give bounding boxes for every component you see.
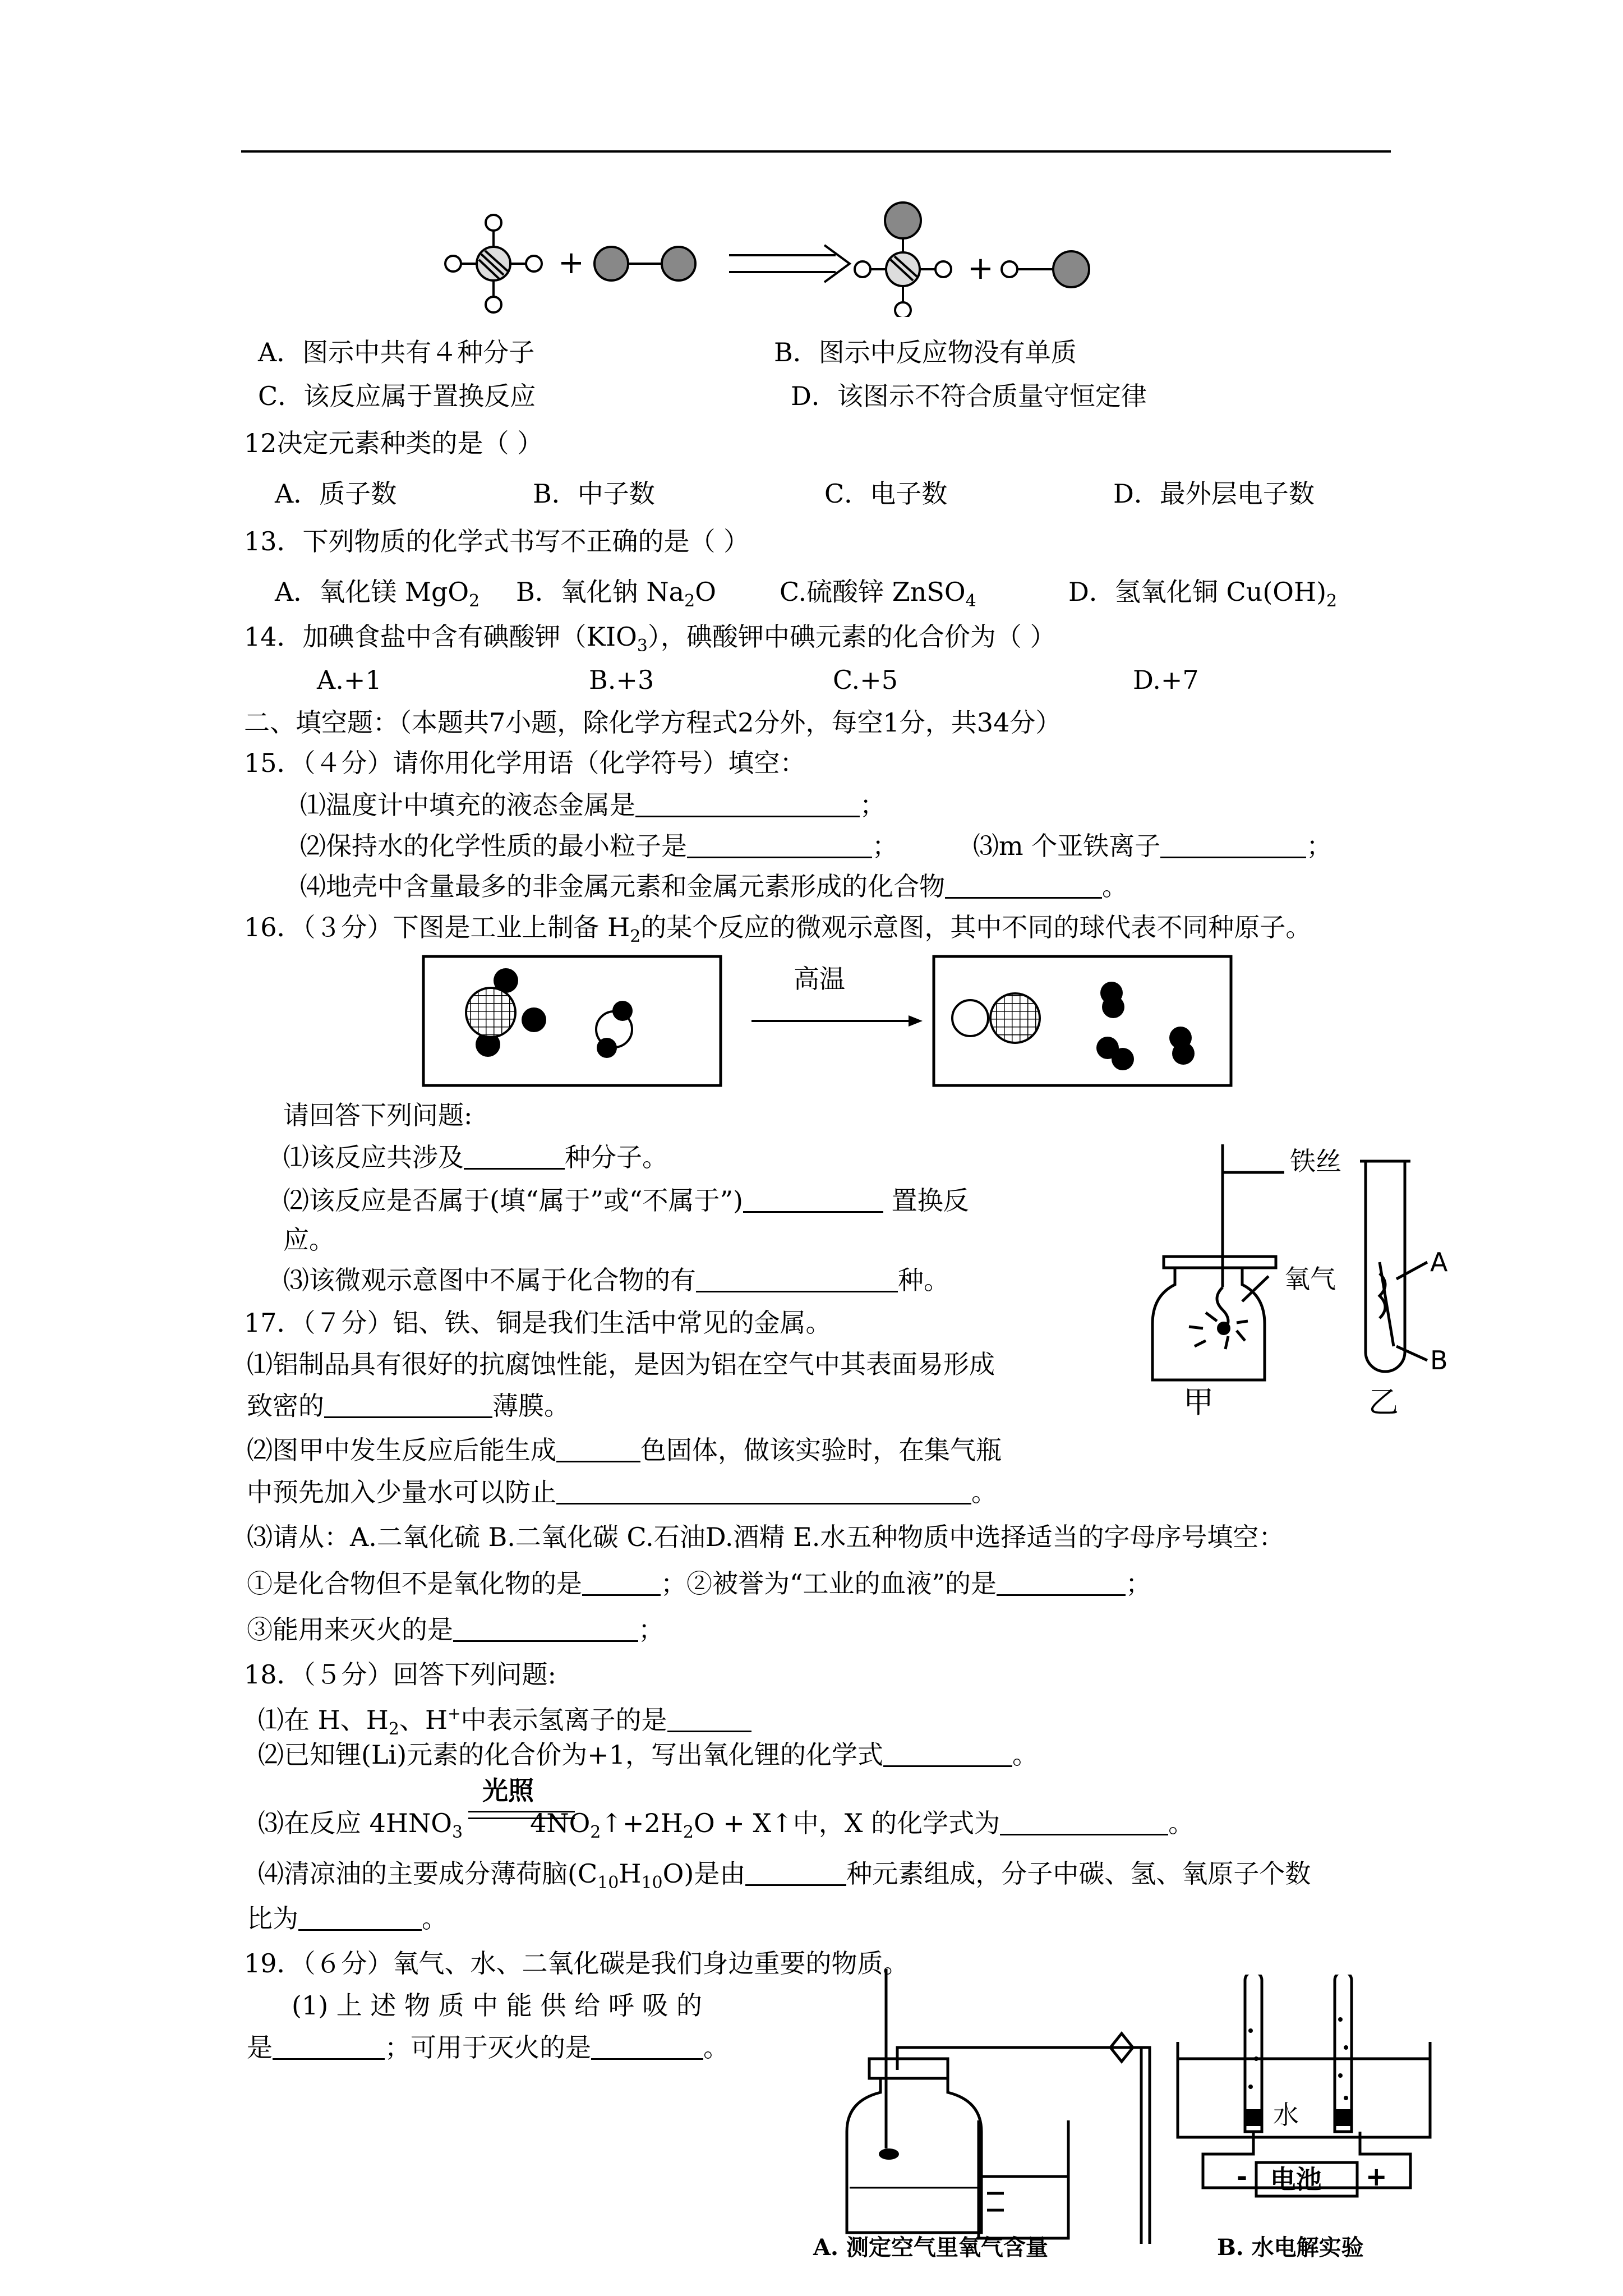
q15-part4: ⑷地壳中含量最多的非金属元素和金属元素形成的化合物 。 xyxy=(300,871,1128,901)
q17-part1a: ⑴铝制品具有很好的抗腐蚀性能，是因为铝在空气中其表面易形成 xyxy=(247,1349,995,1379)
q13-stem: 13．下列物质的化学式书写不正确的是（ ） xyxy=(244,526,750,556)
q19-figure-b-caption: B. 水电解实验 xyxy=(1217,2234,1364,2261)
q14-option-d: D.+7 xyxy=(1133,665,1199,695)
q16-intro: 请回答下列问题: xyxy=(283,1100,473,1130)
q17-fig-yi-label: 乙 xyxy=(1368,1384,1399,1420)
q16-part2: ⑵该反应是否属于(填“属于”或“不属于”) 置换反 xyxy=(283,1185,969,1216)
q19-part1b: 是 ；可用于灭火的是 。 xyxy=(247,2032,729,2063)
q12-option-c: C．电子数 xyxy=(824,478,948,509)
q18-part4: ⑷清凉油的主要成分薄荷脑$(C_{10}H_{10}O)$是由 种元素组成，分子中碳、氢、氧原子个数 xyxy=(258,1858,1311,1893)
q19-figure-a xyxy=(819,1963,1189,2244)
q17-part1b: 致密的 薄膜。 xyxy=(247,1391,570,1421)
q17-part3b: ③能用来灭火的是 ； xyxy=(247,1614,664,1645)
q15-part1: ⑴温度计中填充的液态金属是 ； xyxy=(300,790,886,820)
q11-option-a: A．图示中共有４种分子 xyxy=(258,337,535,367)
svg-text:+: + xyxy=(967,250,994,287)
q17-fig-wire-label: 铁丝 xyxy=(1290,1146,1341,1176)
q17-fig-label-b: B xyxy=(1430,1345,1448,1375)
q15-part3: ⑶m 个亚铁离子 ； xyxy=(973,831,1332,861)
q11-option-d: D．该图示不符合质量守恒定律 xyxy=(791,381,1147,411)
q13-option-d: D．氢氧化铜 $Cu(OH)_2$ xyxy=(1068,577,1338,611)
q13-option-b: B．氧化钠 $Na_2O$ xyxy=(516,577,716,611)
q15-stem: 15．（４分）请你用化学用语（化学符号）填空： xyxy=(244,748,806,778)
q19-battery-label: 电池 xyxy=(1270,2164,1322,2194)
q19-water-label: 水 xyxy=(1273,2100,1299,2130)
q17-part3: ⑶请从：A.二氧化硫 B.二氧化碳 C.石油D.酒精 E.水五种物质中选择适当的字母序号填空： xyxy=(247,1522,1285,1552)
q12-option-d: D．最外层电子数 xyxy=(1113,478,1315,509)
q12-stem: 12决定元素种类的是（ ） xyxy=(244,428,543,458)
q17-fig-label-a: A xyxy=(1430,1247,1448,1277)
q19-part1a: (1) 上 述 物 质 中 能 供 给 呼 吸 的 xyxy=(292,1990,703,2021)
q19-battery-minus: - xyxy=(1237,2161,1248,2192)
q17-part3a: ①是化合物但不是氧化物的是 ；②被誉为“工业的血液”的是 ； xyxy=(247,1568,1152,1599)
q17-part2a: ⑵图甲中发生反应后能生成 色固体，做该实验时，在集气瓶 xyxy=(247,1435,1002,1465)
q18-condition-label: 光照 xyxy=(482,1775,534,1806)
q18-part2: ⑵已知锂(Li)元素的化合价为+1，写出氧化锂的化学式 。 xyxy=(258,1740,1038,1770)
q12-option-a: A．质子数 xyxy=(275,478,397,509)
q11-option-b: B．图示中反应物没有单质 xyxy=(774,337,1077,367)
q18-part1: ⑴在 H、$H_2$、H+中表示氢离子的是 xyxy=(258,1697,751,1746)
q19-stem: 19．（６分）氧气、水、二氧化碳是我们身边重要的物质。 xyxy=(244,1948,909,1978)
q19-figure-a-caption: A. 测定空气里氧气含量 xyxy=(813,2234,1048,2261)
q16-stem: 16．（３分）下图是工业上制备 $H_2$的某个反应的微观示意图，其中不同的球代表不同种原子。 xyxy=(244,912,1312,946)
q11-option-c: C．该反应属于置换反应 xyxy=(258,381,536,411)
q16-part2-cont: 应。 xyxy=(283,1225,335,1255)
q14-option-a: A.+1 xyxy=(317,665,382,695)
header-rule xyxy=(241,150,1391,153)
svg-text:+: + xyxy=(558,245,584,281)
q13-option-a: A．氧化镁 MgO$_2$ xyxy=(275,577,480,611)
q15-part2: ⑵保持水的化学性质的最小粒子是 ； xyxy=(300,831,898,861)
q14-option-c: C.+5 xyxy=(833,665,898,695)
q13-option-c: C.硫酸锌 ZnSO$_4$ xyxy=(780,577,976,611)
q17-part2b: 中预先加入少量水可以防止 。 xyxy=(247,1477,997,1507)
section2-title: 二、填空题：（本题共7小题，除化学方程式2分外，每空1分，共34分） xyxy=(244,707,1062,738)
q17-stem: 17．（７分）铝、铁、铜是我们生活中常见的金属。 xyxy=(244,1308,832,1338)
q19-battery-plus: + xyxy=(1366,2161,1387,2192)
q14-stem: 14．加碘食盐中含有碘酸钾$(KIO_3)$，碘酸钾中碘元素的化合价为（ ） xyxy=(244,622,1056,656)
q17-fig-jia-label: 甲 xyxy=(1183,1384,1214,1420)
q18-part3: ⑶在反应 $4HNO_3$ $4NO_2↑+2H_2O$ + X↑中，X 的化学式为 。 xyxy=(258,1808,1195,1842)
q11-molecule-diagram xyxy=(432,199,1133,317)
q17-fig-oxygen-label: 氧气 xyxy=(1284,1264,1336,1294)
q18-stem: 18．（５分）回答下列问题: xyxy=(244,1659,557,1690)
q16-part1: ⑴该反应共涉及 种分子。 xyxy=(283,1142,668,1172)
q12-option-b: B．中子数 xyxy=(533,478,655,509)
q14-option-b: B.+3 xyxy=(589,665,654,695)
q16-arrow-label: 高温 xyxy=(794,964,845,994)
q18-part4b: 比为 。 xyxy=(247,1903,448,1934)
q16-part3: ⑶该微观示意图中不属于化合物的有 种。 xyxy=(283,1265,949,1295)
